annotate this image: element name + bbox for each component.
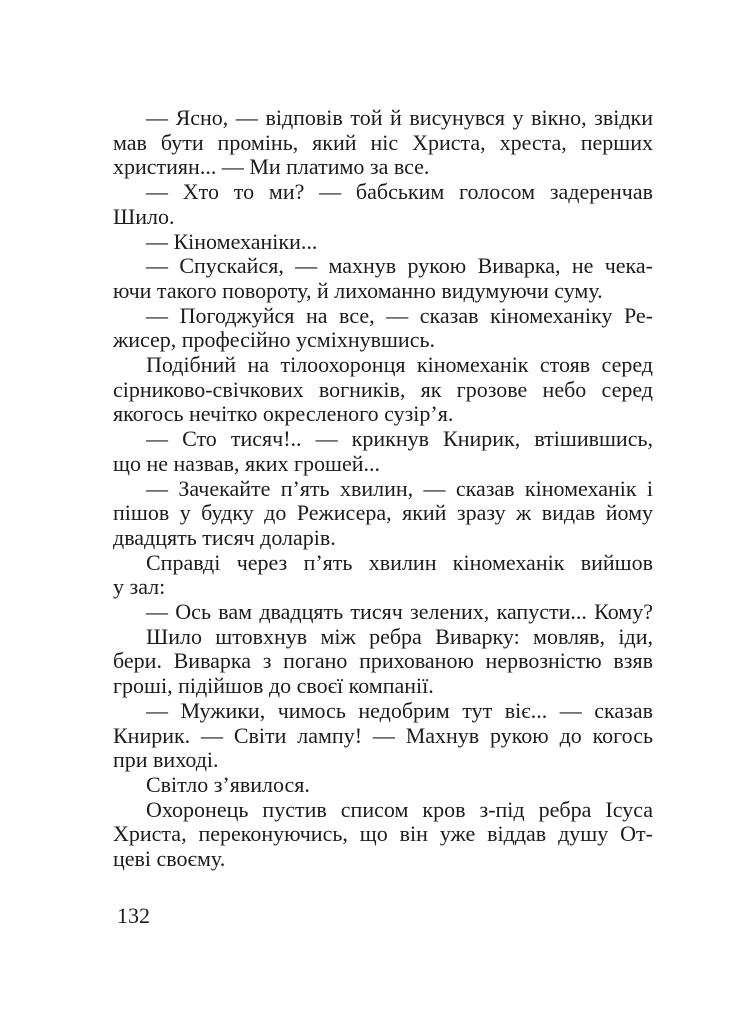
paragraph xyxy=(113,254,653,303)
text-line: — Спускайся, — махнув рукою Виварка, не чека- xyxy=(146,253,653,279)
paragraph xyxy=(113,477,653,551)
text-line: — Ясно, — відповів той й висунувся у вікно, звідки xyxy=(146,105,653,130)
text-line: при виході. xyxy=(113,747,219,773)
text-line: сірниково-свічкових вогників, як грозове небо серед xyxy=(113,376,653,402)
text-line: пішов у будку до Режисера, який зразу ж видав йому xyxy=(113,500,653,526)
text-line: Подібний на тілоохоронця кіномеханік стояв серед xyxy=(146,352,653,378)
page-text xyxy=(113,106,653,872)
text-line: — Погоджуйся на все, — сказав кіномеханіку Ре- xyxy=(146,302,653,328)
text-line: християн... — Ми платимо за все. xyxy=(113,154,430,180)
paragraph xyxy=(113,353,653,427)
paragraph xyxy=(113,106,653,180)
text-line: ючи такого повороту, й лихоманно видумуючи суму. xyxy=(113,277,603,303)
paragraph xyxy=(113,427,653,476)
text-line: — Зачекайте п’ять хвилин, — сказав кіномеханік і xyxy=(146,475,653,501)
text-line: двадцять тисяч доларів. xyxy=(113,524,336,550)
text-line: Світло з’явилося. xyxy=(146,771,310,797)
text-line: — Ось вам двадцять тисяч зелених, капусти... Кому? xyxy=(146,599,653,625)
text-line: якогось нечітко окресленого сузір’я. xyxy=(113,401,454,427)
paragraph xyxy=(113,798,653,872)
text-line: бери. Виварка з погано прихованою нервозністю взяв xyxy=(113,648,653,674)
paragraph xyxy=(113,304,653,353)
text-line: Шило штовхнув між ребра Виварку: мовляв, іди, xyxy=(146,623,653,649)
text-line: у зал: xyxy=(113,574,166,600)
text-line: — Сто тисяч!.. — крикнув Книрик, втішившись, xyxy=(146,426,653,452)
paragraph xyxy=(113,230,653,255)
paragraph xyxy=(113,773,653,798)
paragraph xyxy=(113,180,653,229)
paragraph xyxy=(113,699,653,773)
paragraph xyxy=(113,551,653,600)
text-line: — Кіномеханіки... xyxy=(146,228,318,254)
text-line: цеві своєму. xyxy=(113,846,226,872)
text-line: Шило. xyxy=(113,203,175,229)
text-line: Охоронець пустив списом кров з-під ребра Ісуса xyxy=(146,796,653,822)
text-line: жисер, професійно усміхнувшись. xyxy=(113,327,436,353)
text-line: — Хто то ми? — бабським голосом задеренчав xyxy=(146,179,653,205)
text-line: мав бути промінь, який ніс Христа, хреста, перших xyxy=(113,129,653,155)
text-line: що не назвав, яких грошей... xyxy=(113,450,381,476)
text-line: Книрик. — Світи лампу! — Махнув рукою до когось xyxy=(113,722,653,748)
text-line: гроші, підійшов до своєї компанії. xyxy=(113,673,434,699)
paragraph xyxy=(113,625,653,699)
text-line: — Мужики, чимось недобрим тут віє... — сказав xyxy=(146,697,653,723)
paragraph xyxy=(113,600,653,625)
page-number: 132 xyxy=(117,903,150,928)
text-line: Христа, переконуючись, що він уже віддав душу От- xyxy=(113,821,653,847)
text-line: Справді через п’ять хвилин кіномеханік вийшов xyxy=(146,549,653,575)
